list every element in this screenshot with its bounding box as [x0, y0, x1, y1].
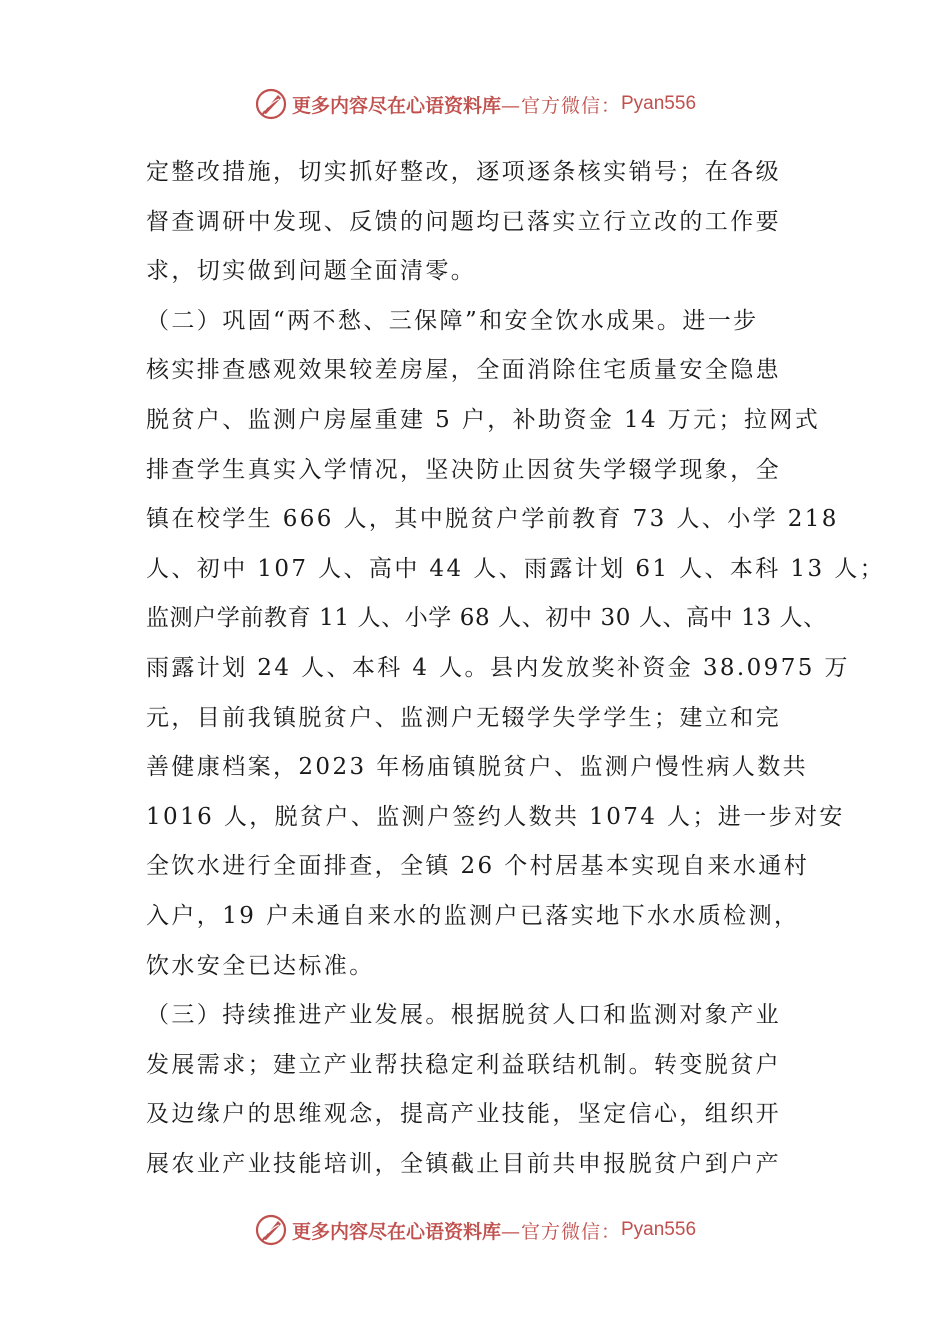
- text-line-6: 脱贫户、监测户房屋重建 5 户，补助资金 14 万元；拉网式: [146, 406, 821, 433]
- text-line-21: 展农业产业技能培训，全镇截止目前共申报脱贫户到户产: [146, 1150, 781, 1177]
- quill-pen-icon: [254, 87, 288, 121]
- text-line-2: 督查调研中发现、反馈的问题均已落实立行立改的工作要: [146, 208, 781, 235]
- text-line-10: 监测户学前教育 11 人、小学 68 人、初中 30 人、高中 13 人、: [146, 605, 827, 632]
- text-line-8: 镇在校学生 666 人，其中脱贫户学前教育 73 人、小学 218: [146, 506, 839, 533]
- footer-wechat-id: Pyan556: [621, 1219, 697, 1240]
- text-line-9: 人、初中 107 人、高中 44 人、雨露计划 61 人、本科 13 人；: [146, 555, 885, 582]
- text-line-15: 全饮水进行全面排查，全镇 26 个村居基本实现自来水通村: [146, 853, 810, 880]
- footer-separator-text: —官方微信：: [500, 1220, 621, 1243]
- text-line-20: 及边缘户的思维观念，提高产业技能，坚定信心，组织开: [146, 1101, 781, 1128]
- text-line-12: 元，目前我镇脱贫户、监测户无辍学失学学生；建立和完: [146, 704, 781, 731]
- text-line-13: 善健康档案，2023 年杨庙镇脱贫户、监测户慢性病人数共: [146, 754, 809, 781]
- header-banner: [0, 84, 950, 124]
- text-line-19: 发展需求；建立产业帮扶稳定利益联结机制。转变脱贫户: [146, 1051, 781, 1078]
- footer-banner: [0, 1210, 950, 1250]
- text-line-14: 1016 人，脱贫户、监测户签约人数共 1074 人；进一步对安: [146, 803, 845, 830]
- text-line-11: 雨露计划 24 人、本科 4 人。县内发放奖补资金 38.0975 万: [146, 654, 850, 681]
- header-separator-text: —官方微信：: [500, 94, 621, 117]
- text-line-17: 饮水安全已达标准。: [146, 952, 375, 979]
- header-brand-text: 更多内容尽在心语资料库: [291, 94, 501, 117]
- text-line-18: （三）持续推进产业发展。根据脱贫人口和监测对象产业: [146, 1002, 781, 1029]
- footer-brand-text: 更多内容尽在心语资料库: [291, 1220, 501, 1243]
- quill-pen-icon: [254, 1213, 288, 1247]
- text-line-1: 定整改措施，切实抓好整改，逐项逐条核实销号；在各级: [146, 159, 781, 185]
- text-line-16: 入户，19 户未通自来水的监测户已落实地下水水质检测，: [146, 902, 800, 929]
- text-line-7: 排查学生真实入学情况，坚决防止因贫失学辍学现象，全: [146, 456, 781, 483]
- body-text: [146, 148, 885, 1189]
- text-line-4: （二）巩固“两不愁、三保障”和安全饮水成果。进一步: [146, 307, 759, 334]
- text-line-5: 核实排查感观效果较差房屋，全面消除住宅质量安全隐患: [146, 357, 781, 384]
- header-wechat-id: Pyan556: [621, 93, 697, 114]
- text-line-3: 求，切实做到问题全面清零。: [146, 258, 477, 285]
